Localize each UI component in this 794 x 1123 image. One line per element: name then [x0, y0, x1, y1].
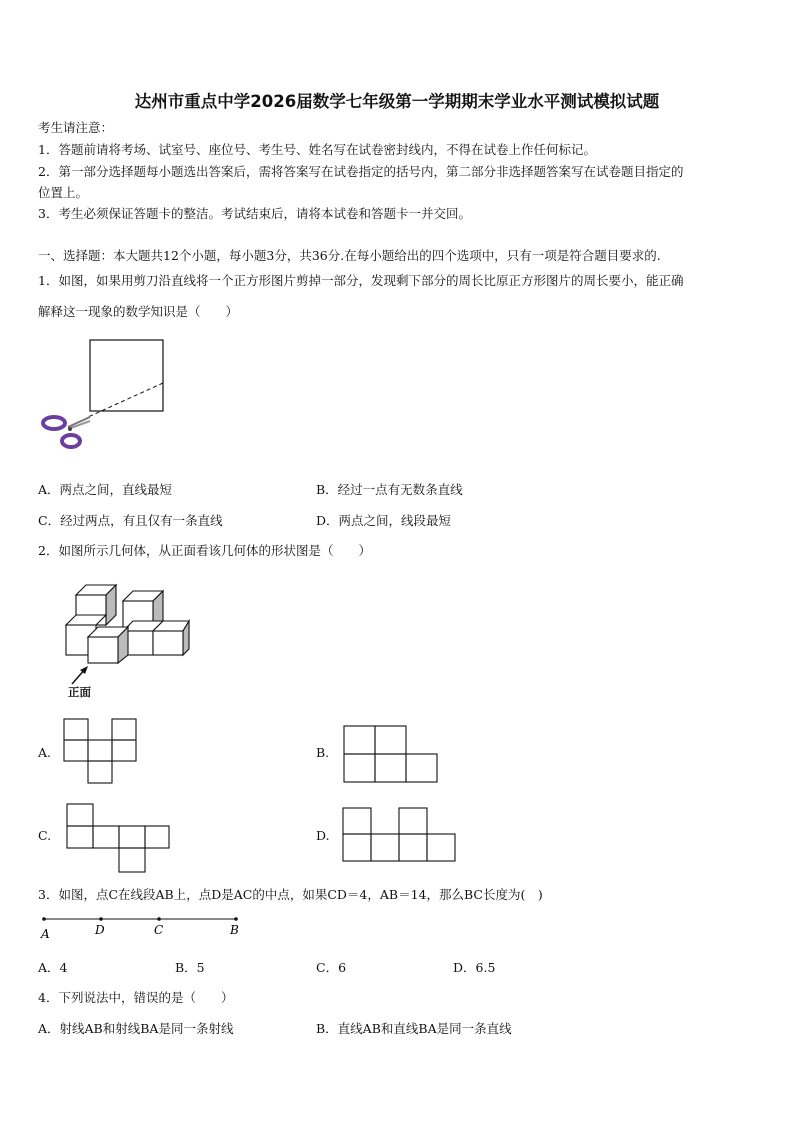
q1-stem: 1．如图，如果用剪刀沿直线将一个正方形图片剪掉一部分，发现剩下部分的周长比原正方形图片的周长要小，能正确 [38, 273, 684, 288]
q3-option-b: B．5 [175, 960, 205, 975]
q3-option-d: D．6.5 [453, 960, 496, 975]
q2-option-b-figure [342, 724, 440, 784]
point-b-label: B [230, 923, 239, 937]
q2-option-d-label: D. [316, 828, 330, 843]
q1-option-a: A．两点之间，直线最短 [38, 482, 173, 497]
notice-item-2: 2．第一部分选择题每小题选出答案后，需将答案写在试卷指定的括号内，第二部分非选择题答案写在试卷题目指定的 [38, 164, 684, 179]
q4-stem: 4．下列说法中，错误的是（ ） [38, 990, 234, 1005]
front-label: 正面 [68, 685, 91, 699]
scissors-icon [43, 417, 90, 447]
page-title: 达州市重点中学2026届数学七年级第一学期期末学业水平测试模拟试题 [134, 92, 660, 111]
q3-option-c: C．6 [316, 960, 347, 975]
q2-stem: 2．如图所示几何体，从正面看该几何体的形状图是（ ） [38, 543, 371, 558]
q2-option-c-figure [65, 802, 171, 874]
notice-heading: 考生请注意： [38, 120, 114, 135]
q2-option-d-figure [341, 806, 459, 864]
point-a-label: A [41, 927, 50, 941]
q1-option-c: C．经过两点，有且仅有一条直线 [38, 513, 223, 528]
q2-option-c-label: C. [38, 828, 52, 843]
q1-square-scissors-figure [38, 335, 178, 463]
point-d-label: D [95, 923, 105, 937]
q1-stem-cont: 解释这一现象的数学知识是（ ） [38, 304, 239, 319]
section-heading: 一、选择题：本大题共12个小题，每小题3分，共36分.在每小题给出的四个选项中，只有一项是符合题目要求的. [38, 248, 661, 263]
notice-item-3: 3．考生必须保证答题卡的整洁。考试结束后，请将本试卷和答题卡一并交回。 [38, 206, 471, 221]
q4-option-b: B．直线AB和直线BA是同一条直线 [316, 1021, 512, 1036]
q2-cubes-figure [60, 577, 195, 667]
front-arrow-icon [66, 664, 96, 686]
notice-item-2-cont: 位置上。 [38, 185, 89, 200]
q3-option-a: A．4 [38, 960, 68, 975]
q2-option-a-label: A. [38, 745, 52, 760]
point-c-label: C [154, 923, 164, 937]
q2-option-a-figure [62, 717, 138, 785]
q1-option-b: B．经过一点有无数条直线 [316, 482, 463, 497]
q4-option-a: A．射线AB和射线BA是同一条射线 [38, 1021, 234, 1036]
q1-option-d: D．两点之间，线段最短 [316, 513, 452, 528]
q3-segment-figure [38, 912, 244, 942]
notice-item-1: 1．答题前请将考场、试室号、座位号、考生号、姓名写在试卷密封线内，不得在试卷上作任何标记。 [38, 142, 596, 157]
q3-stem: 3．如图，点C在线段AB上，点D是AC的中点，如果CD＝4，AB＝14，那么BC长度为( ) [38, 887, 543, 902]
q2-option-b-label: B. [316, 745, 330, 760]
